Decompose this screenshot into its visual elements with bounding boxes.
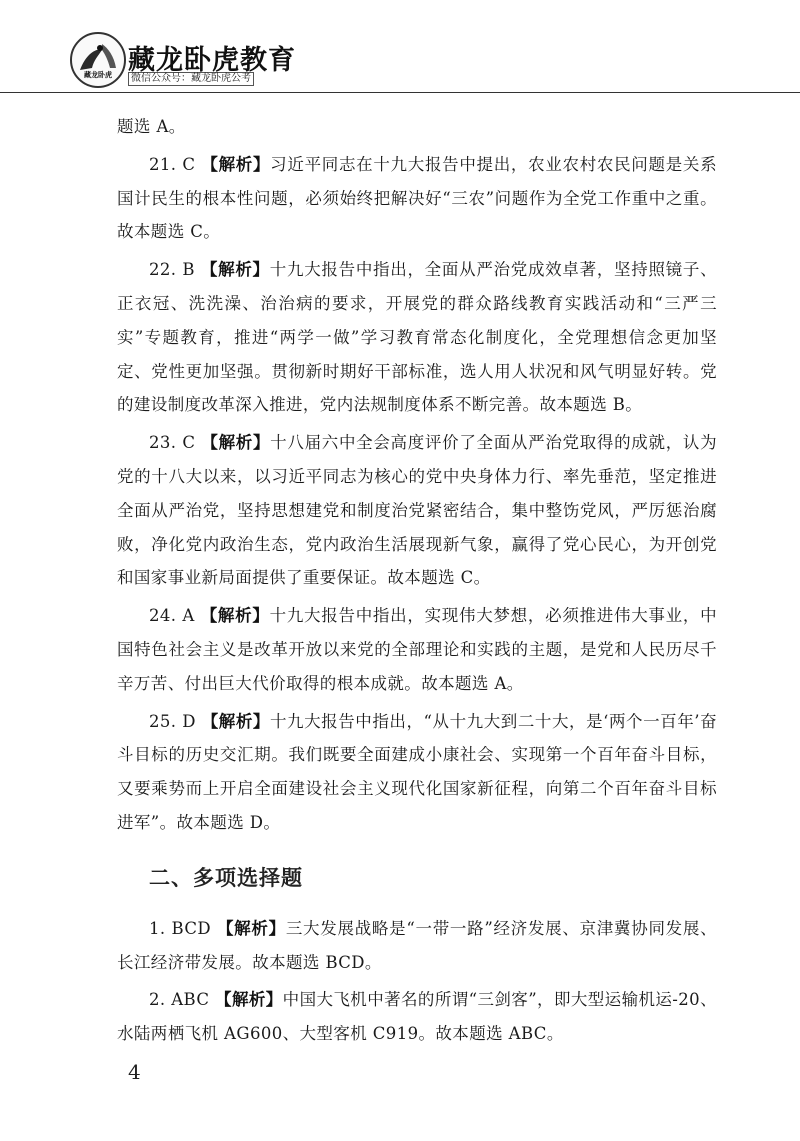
answer-paragraph [117,148,717,249]
answer-text: 十九大报告中指出，实现伟大梦想，必须推进伟大事业，中国特色社会主义是改革开放以来党的全部理论和实践的主题，是党和人民历尽千辛万苦、付出巨大代价取得的根本成就。故本题选 A。 [117,606,717,693]
page-number: 4 [128,1060,141,1084]
brand-logo [70,32,126,88]
answer-paragraph [117,705,717,840]
analysis-tag: 【解析】 [200,260,270,280]
answer-paragraph [117,912,717,980]
analysis-tag: 【解析】 [201,711,270,731]
answer-number: 22. B [149,260,195,280]
answer-text: 十八届六中全会高度评价了全面从严治党取得的成就，认为党的十八大以来，以习近平同志为核心的党中央身体力行、率先垂范，坚定推进全面从严治党，坚持思想建党和制度治党紧密结合，集中整饬党风，严厉惩治腐败，净化党内政治生态，党内政治生活展现新气象，赢得了党心民心，为开创党和国家事业新局面提供了重要保证。故本题选 C。 [117,433,717,588]
analysis-tag: 【解析】 [216,918,286,938]
answer-text: 十九大报告中指出，全面从严治党成效卓著，坚持照镜子、正衣冠、洗洗澡、治治病的要求，开展党的群众路线教育实践活动和“三严三实”专题教育，推进“两学一做”学习教育常态化制度化，全党理想信念更加坚定、党性更加坚强。贯彻新时期好干部标准，选人用人状况和风气明显好转。党的建设制度改革深入推进，党内法规制度体系不断完善。故本题选 B。 [117,260,717,415]
answer-number: 23. C [149,433,196,453]
analysis-tag: 【解析】 [200,606,270,626]
brand-subtitle: 微信公众号：藏龙卧虎公考 [128,72,254,86]
answer-text: 习近平同志在十九大报告中提出，农业农村农民问题是关系国计民生的根本性问题，必须始终把解决好“三农”问题作为全党工作重中之重。故本题选 C。 [117,154,717,242]
page-header [0,0,800,92]
answer-number: 24. A [149,606,195,626]
answer-number: 1. BCD [149,918,211,938]
answer-paragraph [117,253,717,422]
answer-content [117,110,717,1051]
answer-text: 三大发展战略是“一带一路”经济发展、京津冀协同发展、长江经济带发展。故本题选 BCD。 [117,918,717,972]
answer-number: 21. C [149,154,196,174]
analysis-tag: 【解析】 [215,990,283,1010]
answer-paragraph [117,599,717,700]
analysis-tag: 【解析】 [201,154,271,174]
section-title: 二、多项选择题 [149,865,303,890]
answer-text: 十九大报告中指出，“从十九大到二十大，是‘两个一百年’奋斗目标的历史交汇期。我们既要全面建成小康社会、实现第一个百年奋斗目标，又要乘势而上开启全面建设社会主义现代化国家新征程，向第二个百年奋斗目标进军”。故本题选 D。 [117,711,718,832]
answer-paragraph [117,426,717,595]
answer-number: 25. D [149,711,196,731]
brand-title: 藏龙卧虎教育 [128,45,296,76]
analysis-tag: 【解析】 [201,433,271,453]
logo-text: 藏龙卧虎 [84,71,112,79]
lead-in-text: 题选 A。 [117,117,186,136]
answer-paragraph [117,983,717,1051]
answer-text: 中国大飞机中著名的所谓“三剑客”，即大型运输机运-20、水陆两栖飞机 AG600、大型客机 C919。故本题选 ABC。 [117,990,717,1044]
header-divider [0,92,800,93]
answer-number: 2. ABC [149,990,210,1010]
